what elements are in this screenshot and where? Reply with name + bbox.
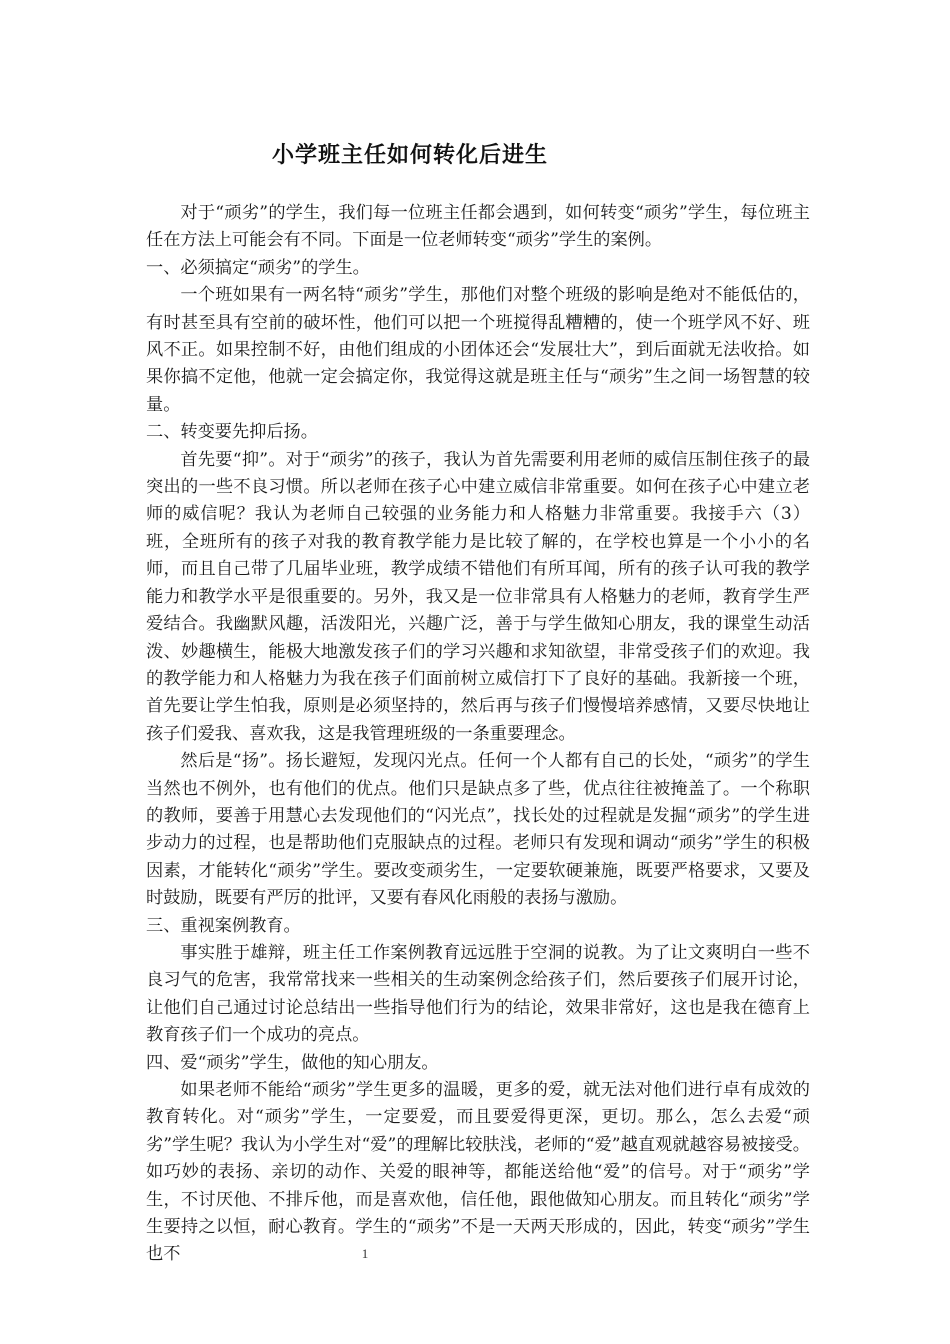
page-number: 1 [361, 1246, 369, 1261]
document-body [146, 200, 810, 1269]
document-title: 小学班主任如何转化后进生 [271, 143, 548, 168]
paragraph: 对于“顽劣”的学生，我们每一位班主任都会遇到，如何转变“顽劣”学生，每位班主任在方法上可能会有不同。下面是一位老师转变“顽劣”学生的案例。 [146, 203, 810, 251]
paragraph: 一个班如果有一两名特“顽劣”学生，那他们对整个班级的影响是绝对不能低估的，有时甚至具有空前的破坏性，他们可以把一个班搅得乱糟糟的，使一个班学风不好、班风不正。如果控制不好，由他们组成的小团体还会“发展壮大”，到后面就无法收拾。如果你搞不定他，他就一定会搞定你，我觉得这就是班主任与“顽劣”生之间一场智慧的较量。 [146, 285, 810, 415]
paragraph: 然后是“扬”。扬长避短，发现闪光点。任何一个人都有自己的长处，“顽劣”的学生当然也不例外，也有他们的优点。他们只是缺点多了些，优点往往被掩盖了。一个称职的教师，要善于用慧心去发现他们的“闪光点”，找长处的过程就是发掘“顽劣”的学生进步动力的过程，也是帮助他们克服缺点的过程。老师只有发现和调动“顽劣”学生的积极因素，才能转化“顽劣”学生。要改变顽劣生，一定要软硬兼施，既要严格要求，又要及时鼓励，既要有严厉的批评，又要有春风化雨般的表扬与激励。 [146, 751, 810, 909]
section-heading: 一、必须搞定“顽劣”的学生。 [146, 257, 370, 278]
section-heading: 三、重视案例教育。 [146, 915, 301, 936]
paragraph: 如果老师不能给“顽劣”学生更多的温暖，更多的爱，就无法对他们进行卓有成效的教育转化。对“顽劣”学生，一定要爱，而且要爱得更深，更切。那么，怎么去爱“顽劣”学生呢？我认为小学生对“爱”的理解比较肤浅，老师的“爱”越直观就越容易被接受。如巧妙的表扬、亲切的动作、关爱的眼神等，都能送给他“爱”的信号。对于“顽劣”学生，不讨厌他、不排斥他，而是喜欢他，信任他，跟他做知心朋友。而且转化“顽劣”学生要持之以恒，耐心教育。学生的“顽劣”不是一天两天形成的，因此，转变“顽劣”学生也不 [146, 1080, 810, 1265]
section-heading: 二、转变要先抑后扬。 [146, 422, 318, 443]
section-heading: 四、爱“顽劣”学生，做他的知心朋友。 [146, 1052, 439, 1073]
paragraph: 首先要“抑”。对于“顽劣”的孩子，我认为首先需要利用老师的威信压制住孩子的最突出的一些不良习惯。所以老师在孩子心中建立威信非常重要。如何在孩子心中建立老师的威信呢？我认为老师自己较强的业务能力和人格魅力非常重要。我接手六（3）班，全班所有的孩子对我的教育教学能力是比较了解的，在学校也算是一个小小的名师，而且自己带了几届毕业班，教学成绩不错他们有所耳闻，所有的孩子认可我的教学能力和教学水平是很重要的。另外，我又是一位非常具有人格魅力的老师，教育学生严爱结合。我幽默风趣，活泼阳光，兴趣广泛，善于与学生做知心朋友，我的课堂生动活泼、妙趣横生，能极大地激发孩子们的学习兴趣和求知欲望，非常受孩子们的欢迎。我的教学能力和人格魅力为我在孩子们面前树立威信打下了良好的基础。我新接一个班，首先要让学生怕我，原则是必须坚持的，然后再与孩子们慢慢培养感情，又要尽快地让孩子们爱我、喜欢我，这是我管理班级的一条重要理念。 [146, 449, 810, 744]
paragraph: 事实胜于雄辩，班主任工作案例教育远远胜于空洞的说教。为了让文爽明白一些不良习气的危害，我常常找来一些相关的生动案例念给孩子们，然后要孩子们展开讨论，让他们自己通过讨论总结出一些指导他们行为的结论，效果非常好，这也是我在德育上教育孩子们一个成功的亮点。 [146, 942, 810, 1046]
